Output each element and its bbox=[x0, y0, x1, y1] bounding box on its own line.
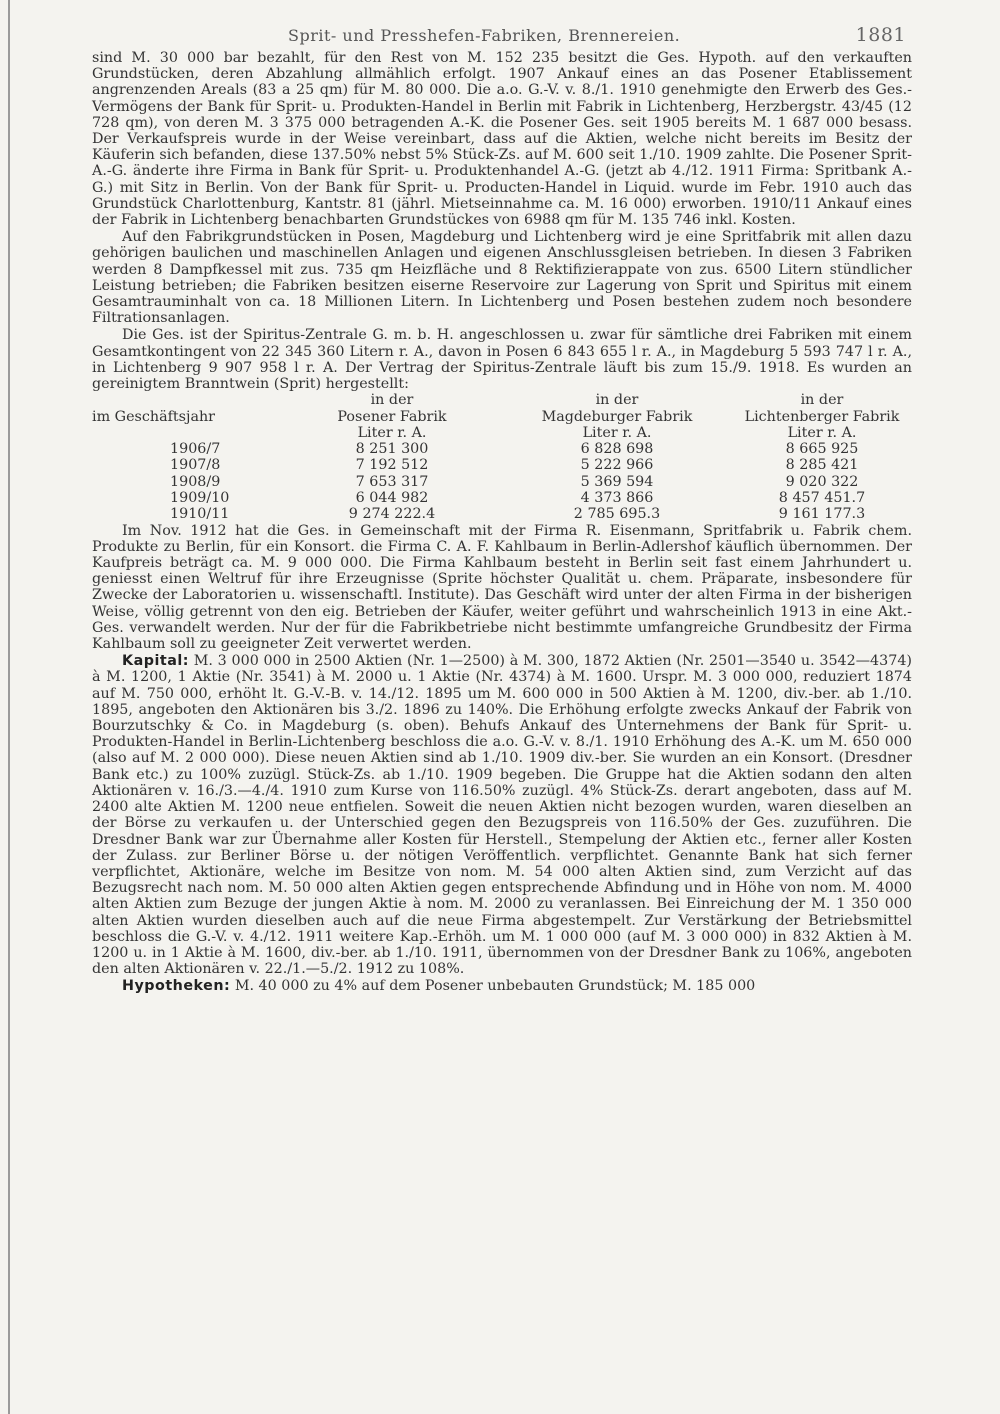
posen-cell: 7 653 317 bbox=[355, 473, 429, 490]
paragraph-kahlbaum: Im Nov. 1912 hat die Ges. in Gemeinschaft mit der Firma R. Eisenmann, Spritfabrik u. Fabrik chem. Produkte zu Berlin, für ein Konsort. die Firma C. A. F. Kahlbaum in Berlin-Adlershof käuflich übernommen. Der Kaufpreis beträgt ca. M. 9 000 000. Die Firma Kahlbaum besteht in Berlin seit fast einem Jahrhundert u. geniesst einen Weltruf für ihre Erzeugnisse (Sprite höchster Qualität u. chem. Präparate, insbesondere für Zwecke der Laboratorien u. wissenschaftl. Institute). Das Geschäft wird unter der alten Firma in der bisherigen Weise, völlig getrennt von den eig. Betrieben der Käufer, weiter geführt und wahrscheinlich 1913 in eine Akt.-Ges. verwandelt werden. Nur der für die Fabrikbetriebe nicht bestimmte umfangreiche Grundbesitz der Firma Kahlbaum soll zu geeigneter Zeit verwertet werden. bbox=[92, 522, 912, 653]
table-row bbox=[92, 490, 912, 506]
lichtenberg-cell: 9 020 322 bbox=[785, 473, 859, 490]
paragraph-hypotheken bbox=[92, 978, 912, 994]
table-header-cell: in der bbox=[595, 392, 639, 409]
page-number: 1881 bbox=[855, 24, 906, 46]
posen-cell: 8 251 300 bbox=[355, 441, 429, 458]
kapital-heading: Kapital: bbox=[122, 653, 189, 670]
kapital-text: M. 3 000 000 in 2500 Aktien (Nr. 1—2500) à M. 300, 1872 Aktien (Nr. 2501—3540 u. 3542—4374) à M. 1200, 1 Aktie (Nr. 3541) à M. 2000 u. 1 Aktie (Nr. 4374) à M. 1600. Urspr. M. 3 000 000, reduziert 1874 auf M. 750 000, erhöht lt. G.-V.-B. v. 14./12. 1895 um M. 600 000 in 500 Aktien à M. 1200, div.-ber. ab 1./10. 1895, angeboten den Aktionären bis 3./2. 1896 zu 140%. Die Erhöhung erfolgte zwecks Ankauf der Fabrik von Bourzutschky & Co. in Magdeburg (s. oben). Behufs Ankauf des Unternehmens der Bank für Sprit- u. Produkten-Handel in Berlin-Lichtenberg beschloss die a.o. G.-V. v. 8./1. 1910 Erhöhung des A.-K. um M. 650 000 (also auf M. 2 000 000). Diese neuen Aktien sind ab 1./10. 1909 div.-ber. Sie wurden an ein Konsort. (Dresdner Bank etc.) zu 100% zuzügl. Stück-Zs. ab 1./10. 1909 begeben. Die Gruppe hat die Aktien sodann den alten Aktionären v. 16./3.—4./4. 1910 zum Kurse von 116.50% zuzügl. 4% Stück-Zs. derart angeboten, dass auf M. 2400 alte Aktien M. 1200 neue entfielen. Soweit die neuen Aktien nicht bezogen wurden, waren dieselben an der Börse zu verkaufen u. der Unterschied gegen den Bezugspreis von 116.50% der Ges. zuzuführen. Die Dresdner Bank war zur Übernahme aller Kosten für Herstell., Stempelung der Aktien etc., ferner aller Kosten der Zulass. zur Berliner Börse u. der nötigen Veröffentlich. verpflichtet. Genannte Bank hat sich ferner verpflichtet, Aktionäre, welche im Besitze von nom. M. 54 000 alten Aktien sind, zum Verzicht auf das Bezugsrecht nach nom. M. 50 000 alten Aktien gegen entsprechende Abfindung und in Höhe von nom. M. 4000 alten Aktien zum Bezuge der jungen Aktie à nom. M. 2000 zu veranlassen. Bei Einreichung der M. 1 350 000 alten Aktien wurden dieselben auch auf die neue Firma abgestempelt. Zur Verstärkung der Betriebsmittel beschloss die G.-V. v. 4./12. 1911 weitere Kap.-Erhöh. um M. 1 000 000 (auf M. 3 000 000) in 832 Aktien à M. 1200 u. in 1 Aktie à M. 1600, div.-ber. ab 1./10. 1911, übernommen von der Dresdner Bank zu 106%, angeboten den alten Aktionären v. 22./1.—5./2. 1912 zu 108%. bbox=[92, 653, 913, 978]
posen-cell: 7 192 512 bbox=[355, 457, 429, 474]
production-table bbox=[92, 392, 912, 522]
scan-edge-line bbox=[8, 0, 10, 1414]
year-cell: 1908/9 bbox=[170, 473, 221, 490]
paragraph-factories: Auf den Fabrikgrundstücken in Posen, Magdeburg und Lichtenberg wird je eine Spritfabrik mit allen dazu gehörigen baulichen und maschinellen Anlagen und eigenen Anschlussgleisen betrieben. In diesen 3 Fabriken werden 8 Dampfkessel mit zus. 735 qm Heizfläche und 8 Rektifizierappate von zus. 6500 Litern stündlicher Leistung betrieben; die Fabriken besitzen eiserne Reservoire zur Lagerung von Sprit und Spiritus mit einem Gesamtrauminhalt von ca. 18 Millionen Litern. In Lichtenberg und Posen bestehen zudem noch besondere Filtrationsanlagen. bbox=[92, 229, 912, 327]
table-header-cell: im Geschäftsjahr bbox=[92, 408, 216, 425]
lichtenberg-cell: 9 161 177.3 bbox=[778, 506, 866, 523]
table-header-cell: Lichtenberger Fabrik bbox=[744, 408, 900, 425]
paragraph-kapital bbox=[92, 653, 912, 977]
page-header bbox=[92, 22, 912, 50]
table-header-cell: in der bbox=[370, 392, 414, 409]
year-cell: 1910/11 bbox=[170, 506, 230, 523]
table-header-row bbox=[92, 392, 912, 408]
paragraph-spiritus-zentrale: Die Ges. ist der Spiritus-Zentrale G. m. b. H. angeschlossen u. zwar für sämtliche drei Fabriken mit einem Gesamtkontingent von 22 345 360 Litern r. A., davon in Posen 6 843 655 l r. A., in Magdeburg 5 593 747 l r. A., in Lichtenberg 9 907 958 l r. A. Der Vertrag der Spiritus-Zentrale läuft bis zum 15./9. 1918. Es wurden an gereinigtem Branntwein (Sprit) hergestellt: bbox=[92, 327, 912, 393]
lichtenberg-cell: 8 665 925 bbox=[785, 441, 859, 458]
year-cell: 1907/8 bbox=[170, 457, 221, 474]
table-header-cell: in der bbox=[800, 392, 844, 409]
production-table-body bbox=[92, 441, 912, 522]
table-row bbox=[92, 474, 912, 490]
production-table-header bbox=[92, 392, 912, 441]
table-header-cell bbox=[92, 392, 282, 408]
hypotheken-heading: Hypotheken: bbox=[122, 978, 231, 995]
table-header-cell: Liter r. A. bbox=[357, 424, 427, 441]
magdeburg-cell: 6 828 698 bbox=[580, 441, 654, 458]
running-title: Sprit- und Presshefen-Fabriken, Brennereien. bbox=[288, 26, 681, 45]
magdeburg-cell: 2 785 695.3 bbox=[573, 506, 661, 523]
lichtenberg-cell: 8 285 421 bbox=[785, 457, 859, 474]
table-header-cell: Liter r. A. bbox=[582, 424, 652, 441]
table-header-cell: Posener Fabrik bbox=[337, 408, 447, 425]
year-cell: 1909/10 bbox=[170, 490, 230, 507]
table-header-cell: Magdeburger Fabrik bbox=[541, 408, 693, 425]
table-header-row bbox=[92, 409, 912, 425]
table-header-cell: Liter r. A. bbox=[787, 424, 857, 441]
table-row bbox=[92, 506, 912, 522]
year-cell: 1906/7 bbox=[170, 441, 221, 458]
paragraph-acquisitions: sind M. 30 000 bar bezahlt, für den Rest von M. 152 235 besitzt die Ges. Hypoth. auf den verkauften Grundstücken, deren Abzahlung allmählich erfolgt. 1907 Ankauf eines an das Posener Etablissement angrenzenden Areals (83 a 25 qm) für M. 80 000. Die a.o. G.-V. v. 8./1. 1910 genehmigte den Erwerb des Ges.-Vermögens der Bank für Sprit- u. Produkten-Handel in Berlin mit Fabrik in Lichtenberg, Herzbergstr. 43/45 (12 728 qm), von deren M. 3 375 000 betragenden A.-K. die Posener Ges. seit 1905 bereits M. 1 687 000 besass. Der Verkaufspreis wurde in der Weise vereinbart, dass auf die Aktien, welche nicht bereits im Besitz der Käuferin sich befanden, diese 137.50% nebst 5% Stück-Zs. auf M. 600 seit 1./10. 1909 zahlte. Die Posener Sprit-A.-G. änderte ihre Firma in Bank für Sprit- u. Produktenhandel A.-G. (jetzt ab 4./12. 1911 Firma: Spritbank A.-G.) mit Sitz in Berlin. Von der Bank für Sprit- u. Producten-Handel in Liquid. wurde im Febr. 1910 auch das Grundstück Charlottenburg, Kantstr. 81 (jährl. Mietseinnahme ca. M. 16 000) erworben. 1910/11 Ankauf eines der Fabrik in Lichtenberg benachbarten Grundstückes von 6988 qm für M. 135 746 inkl. Kosten. bbox=[92, 50, 912, 229]
table-header-row bbox=[92, 425, 912, 441]
magdeburg-cell: 4 373 866 bbox=[580, 490, 654, 507]
table-row bbox=[92, 457, 912, 473]
posen-cell: 6 044 982 bbox=[355, 490, 429, 507]
magdeburg-cell: 5 369 594 bbox=[580, 473, 654, 490]
table-row bbox=[92, 441, 912, 457]
magdeburg-cell: 5 222 966 bbox=[580, 457, 654, 474]
hypotheken-text: M. 40 000 zu 4% auf dem Posener unbebauten Grundstück; M. 185 000 bbox=[234, 978, 756, 995]
lichtenberg-cell: 8 457 451.7 bbox=[778, 490, 866, 507]
posen-cell: 9 274 222.4 bbox=[348, 506, 436, 523]
table-header-cell bbox=[92, 425, 282, 441]
